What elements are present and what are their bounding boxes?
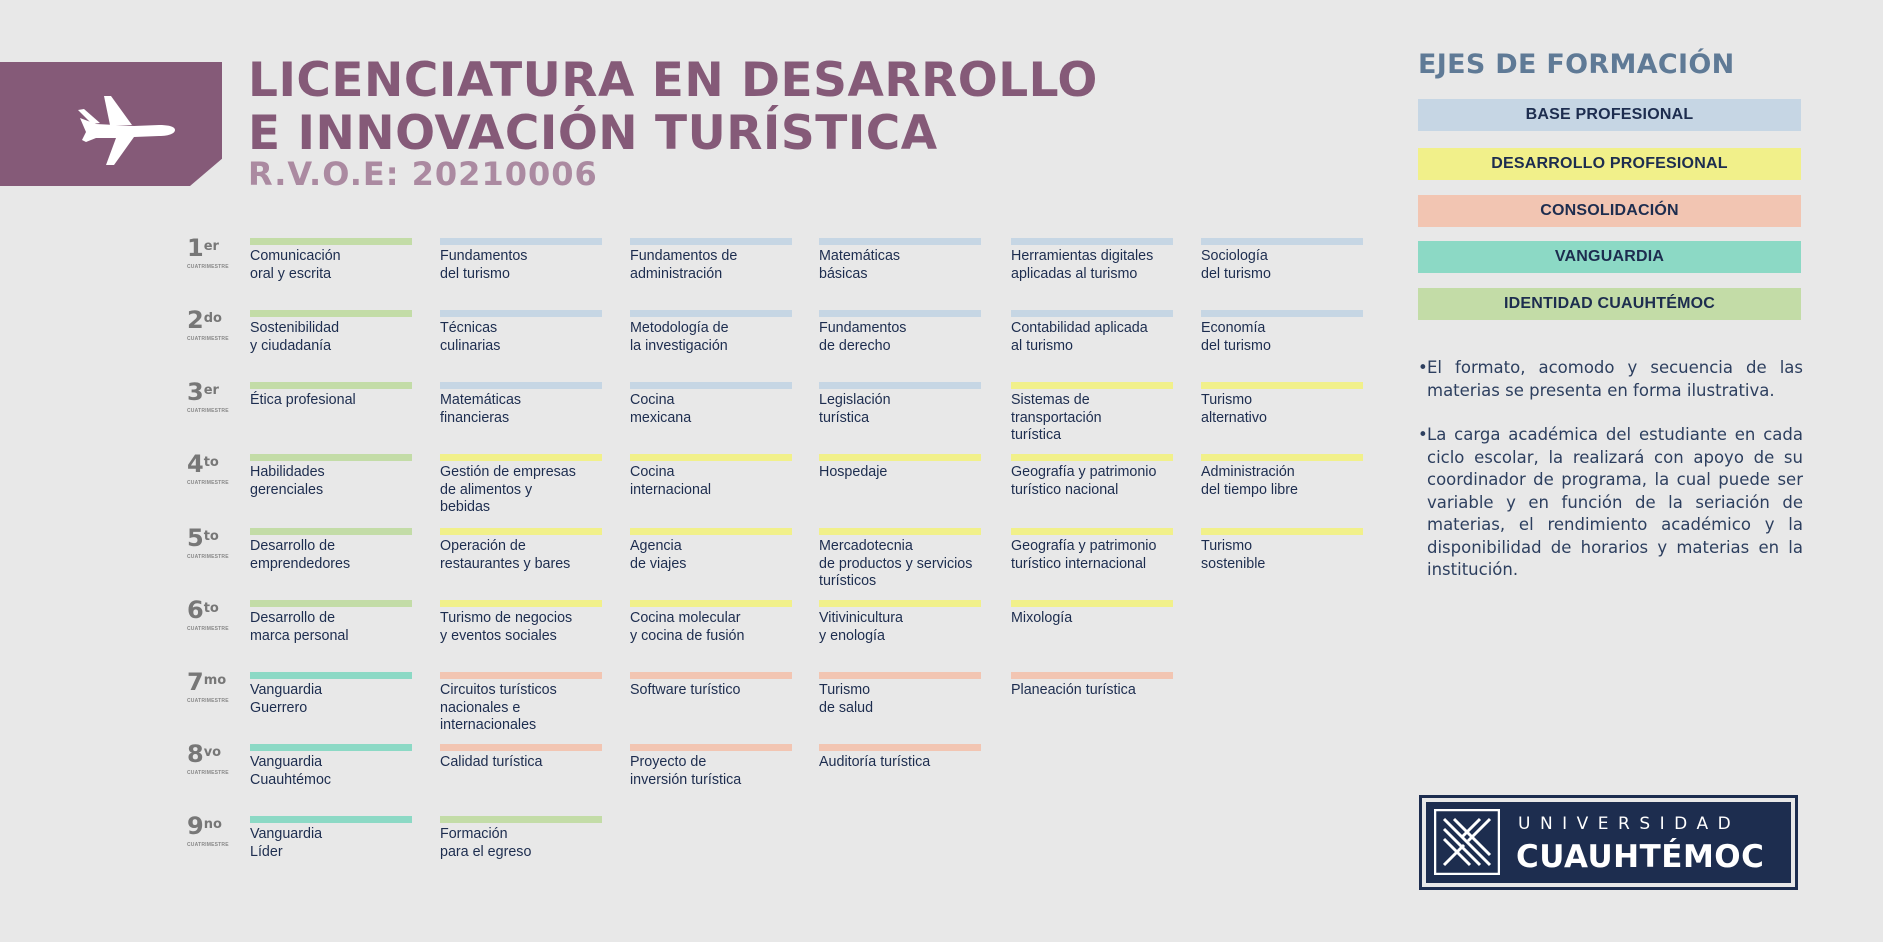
course-axis-bar — [1011, 600, 1173, 607]
course-name: Turismo de salud — [819, 682, 874, 716]
term-word: CUATRIMESTRE — [187, 264, 229, 270]
term-number-value: 8 — [187, 740, 204, 768]
term-number — [187, 813, 247, 839]
term-number — [187, 597, 247, 623]
course-card — [1011, 382, 1173, 445]
course-axis-bar — [440, 816, 602, 823]
course-card — [1011, 310, 1173, 355]
term-label — [187, 813, 247, 848]
course-card — [250, 600, 412, 645]
term-number-value: 1 — [187, 234, 204, 262]
term-number-suffix: no — [203, 817, 222, 832]
course-card — [1011, 238, 1173, 283]
course-axis-bar — [1011, 238, 1173, 245]
course-name: Hospedaje — [819, 464, 888, 480]
course-card — [819, 528, 981, 591]
course-axis-bar — [630, 382, 792, 389]
term-number-value: 3 — [187, 378, 204, 406]
course-card — [819, 672, 981, 717]
course-card — [1201, 238, 1363, 283]
term-number-suffix: er — [203, 239, 219, 254]
course-card — [440, 600, 602, 645]
course-name: Sostenibilidad y ciudadanía — [250, 320, 340, 354]
ejes-title: EJES DE FORMACIÓN — [1418, 49, 1735, 80]
course-name: Administración del tiempo libre — [1201, 464, 1298, 498]
course-name: Legislación turística — [819, 392, 891, 426]
term-word: CUATRIMESTRE — [187, 842, 229, 848]
term-word: CUATRIMESTRE — [187, 408, 229, 414]
course-card — [250, 744, 412, 789]
term-number-value: 9 — [187, 812, 204, 840]
term-number-suffix: mo — [203, 673, 227, 688]
course-axis-bar — [819, 454, 981, 461]
course-axis-bar — [440, 454, 602, 461]
course-card — [819, 238, 981, 283]
course-card — [250, 382, 412, 410]
course-card — [1011, 528, 1173, 573]
term-word: CUATRIMESTRE — [187, 336, 229, 342]
course-axis-bar — [1011, 672, 1173, 679]
term-number-value: 7 — [187, 668, 204, 696]
course-card — [440, 528, 602, 573]
term-word: CUATRIMESTRE — [187, 554, 229, 560]
course-name: Calidad turística — [440, 754, 543, 770]
eje-base: BASE PROFESIONAL — [1418, 99, 1801, 131]
university-emblem-icon — [1434, 809, 1500, 875]
airplane-icon — [74, 86, 180, 166]
course-card — [819, 310, 981, 355]
course-name: Geografía y patrimonio turístico internacional — [1011, 538, 1157, 572]
course-axis-bar — [250, 744, 412, 751]
eje-consolidacion: CONSOLIDACIÓN — [1418, 195, 1801, 227]
term-number-value: 4 — [187, 450, 204, 478]
term-number-suffix: to — [203, 601, 219, 616]
course-axis-bar — [819, 382, 981, 389]
term-word: CUATRIMESTRE — [187, 770, 229, 776]
course-name: Comunicación oral y escrita — [250, 248, 341, 282]
term-label — [187, 597, 247, 632]
course-axis-bar — [1201, 454, 1363, 461]
course-card — [440, 238, 602, 283]
course-axis-bar — [630, 672, 792, 679]
term-number-suffix: vo — [203, 745, 222, 760]
course-axis-bar — [630, 454, 792, 461]
term-number-value: 5 — [187, 524, 204, 552]
term-word: CUATRIMESTRE — [187, 698, 229, 704]
course-axis-bar — [630, 600, 792, 607]
program-title-line1: LICENCIATURA EN DESARROLLO — [248, 53, 1098, 108]
term-number — [187, 669, 247, 695]
course-name: Turismo alternativo — [1201, 392, 1267, 426]
term-label — [187, 235, 247, 270]
course-name: Software turístico — [630, 682, 741, 698]
course-card — [440, 816, 602, 861]
note-item — [1418, 357, 1803, 402]
term-number — [187, 379, 247, 405]
course-axis-bar — [440, 310, 602, 317]
course-card — [630, 600, 792, 645]
course-card — [250, 672, 412, 717]
course-card — [819, 382, 981, 427]
course-axis-bar — [630, 310, 792, 317]
course-card — [250, 238, 412, 283]
course-card — [440, 454, 602, 517]
course-axis-bar — [250, 672, 412, 679]
eje-vanguardia: VANGUARDIA — [1418, 241, 1801, 273]
logo-line1: UNIVERSIDAD — [1518, 814, 1741, 834]
course-card — [630, 528, 792, 573]
term-number — [187, 235, 247, 261]
course-name: Cocina mexicana — [630, 392, 692, 426]
course-axis-bar — [819, 672, 981, 679]
course-axis-bar — [440, 672, 602, 679]
term-word: CUATRIMESTRE — [187, 626, 229, 632]
course-card — [440, 382, 602, 427]
course-name: Herramientas digitales aplicadas al turismo — [1011, 248, 1154, 282]
course-card — [630, 382, 792, 427]
course-axis-bar — [1011, 382, 1173, 389]
course-axis-bar — [819, 744, 981, 751]
course-name: Sistemas de transportación turística — [1011, 392, 1102, 443]
course-name: Sociología del turismo — [1201, 248, 1271, 282]
term-label — [187, 307, 247, 342]
course-name: Cocina internacional — [630, 464, 712, 498]
course-card — [440, 744, 602, 772]
course-card — [1201, 310, 1363, 355]
course-name: Circuitos turísticos nacionales e internacionales — [440, 682, 557, 733]
course-name: Mixología — [1011, 610, 1073, 626]
term-number — [187, 741, 247, 767]
course-axis-bar — [440, 600, 602, 607]
course-name: Ética profesional — [250, 392, 356, 408]
course-card — [630, 454, 792, 499]
course-axis-bar — [1011, 528, 1173, 535]
note-bullet: • — [1418, 425, 1428, 444]
course-axis-bar — [250, 310, 412, 317]
course-name: Metodología de la investigación — [630, 320, 729, 354]
course-axis-bar — [250, 238, 412, 245]
note-bullet: • — [1418, 358, 1428, 377]
course-name: Auditoría turística — [819, 754, 931, 770]
course-card — [440, 310, 602, 355]
course-axis-bar — [819, 528, 981, 535]
course-card — [1011, 600, 1173, 628]
course-axis-bar — [1201, 238, 1363, 245]
course-name: Técnicas culinarias — [440, 320, 501, 354]
course-name: Formación para el egreso — [440, 826, 532, 860]
course-name: Proyecto de inversión turística — [630, 754, 742, 788]
header-icon-panel — [0, 62, 222, 186]
course-card — [630, 744, 792, 789]
term-label — [187, 669, 247, 704]
term-label — [187, 741, 247, 776]
logo-line2: CUAUHTÉMOC — [1516, 839, 1765, 875]
course-axis-bar — [819, 600, 981, 607]
course-card — [1201, 382, 1363, 427]
course-name: Operación de restaurantes y bares — [440, 538, 571, 572]
course-name: Habilidades gerenciales — [250, 464, 325, 498]
course-name: Vanguardia Guerrero — [250, 682, 323, 716]
course-name: Turismo de negocios y eventos sociales — [440, 610, 573, 644]
course-name: Desarrollo de emprendedores — [250, 538, 351, 572]
term-number-suffix: er — [203, 383, 219, 398]
course-axis-bar — [440, 744, 602, 751]
eje-identidad: IDENTIDAD CUAUHTÉMOC — [1418, 288, 1801, 320]
course-axis-bar — [1011, 310, 1173, 317]
course-axis-bar — [819, 310, 981, 317]
course-card — [250, 310, 412, 355]
course-axis-bar — [250, 454, 412, 461]
course-card — [250, 528, 412, 573]
course-axis-bar — [819, 238, 981, 245]
course-card — [1201, 528, 1363, 573]
course-name: Economía del turismo — [1201, 320, 1271, 354]
course-card — [630, 310, 792, 355]
term-number-suffix: to — [203, 529, 219, 544]
course-name: Vanguardia Líder — [250, 826, 323, 860]
course-name: Matemáticas básicas — [819, 248, 901, 282]
term-label — [187, 525, 247, 560]
term-word: CUATRIMESTRE — [187, 480, 229, 486]
eje-desarrollo: DESARROLLO PROFESIONAL — [1418, 148, 1801, 180]
course-name: Fundamentos de administración — [630, 248, 738, 282]
course-card — [819, 454, 981, 482]
course-card — [250, 816, 412, 861]
course-axis-bar — [250, 528, 412, 535]
term-label — [187, 451, 247, 486]
course-card — [440, 672, 602, 735]
term-number — [187, 307, 247, 333]
term-number-suffix: do — [203, 311, 222, 326]
course-axis-bar — [250, 600, 412, 607]
course-axis-bar — [250, 816, 412, 823]
note-text: El formato, acomodo y secuencia de las materias se presenta en forma ilustrativa. — [1427, 358, 1803, 400]
course-card — [1201, 454, 1363, 499]
note-item — [1418, 424, 1803, 582]
term-number-value: 6 — [187, 596, 204, 624]
course-card — [819, 600, 981, 645]
course-name: Fundamentos de derecho — [819, 320, 907, 354]
course-name: Agencia de viajes — [630, 538, 687, 572]
course-name: Geografía y patrimonio turístico nacional — [1011, 464, 1157, 498]
term-number — [187, 525, 247, 551]
course-name: Turismo sostenible — [1201, 538, 1266, 572]
course-name: Vanguardia Cuauhtémoc — [250, 754, 332, 788]
course-axis-bar — [440, 238, 602, 245]
term-number-value: 2 — [187, 306, 204, 334]
course-card — [250, 454, 412, 499]
program-title-line2: E INNOVACIÓN TURÍSTICA — [248, 106, 938, 161]
course-name: Desarrollo de marca personal — [250, 610, 349, 644]
term-number — [187, 451, 247, 477]
logo-panel — [1426, 802, 1791, 883]
course-card — [630, 238, 792, 283]
course-name: Contabilidad aplicada al turismo — [1011, 320, 1148, 354]
course-axis-bar — [630, 528, 792, 535]
course-card — [1011, 454, 1173, 499]
course-axis-bar — [630, 744, 792, 751]
rvoe-code: R.V.O.E: 20210006 — [248, 155, 598, 193]
term-label — [187, 379, 247, 414]
term-number-suffix: to — [203, 455, 219, 470]
course-card — [630, 672, 792, 700]
course-card — [1011, 672, 1173, 700]
course-name: Gestión de empresas de alimentos y bebidas — [440, 464, 576, 515]
course-name: Mercadotecnia de productos y servicios turísticos — [819, 538, 973, 589]
course-axis-bar — [440, 382, 602, 389]
course-name: Planeación turística — [1011, 682, 1136, 698]
note-text: La carga académica del estudiante en cada ciclo escolar, la realizará con apoyo de su coordinador de programa, la cual puede ser variable y en función de la seriación de materias, el rendimiento académico y la disponibilidad de horarios y materias en la institución. — [1427, 425, 1803, 579]
course-card — [819, 744, 981, 772]
course-name: Vitivinicultura y enología — [819, 610, 903, 644]
course-axis-bar — [1201, 310, 1363, 317]
course-axis-bar — [630, 238, 792, 245]
course-axis-bar — [440, 528, 602, 535]
course-name: Matemáticas financieras — [440, 392, 522, 426]
course-axis-bar — [1201, 528, 1363, 535]
course-axis-bar — [1201, 382, 1363, 389]
course-axis-bar — [1011, 454, 1173, 461]
course-name: Cocina molecular y cocina de fusión — [630, 610, 745, 644]
course-axis-bar — [250, 382, 412, 389]
program-title — [248, 54, 1098, 160]
course-name: Fundamentos del turismo — [440, 248, 528, 282]
university-logo — [1419, 795, 1798, 890]
